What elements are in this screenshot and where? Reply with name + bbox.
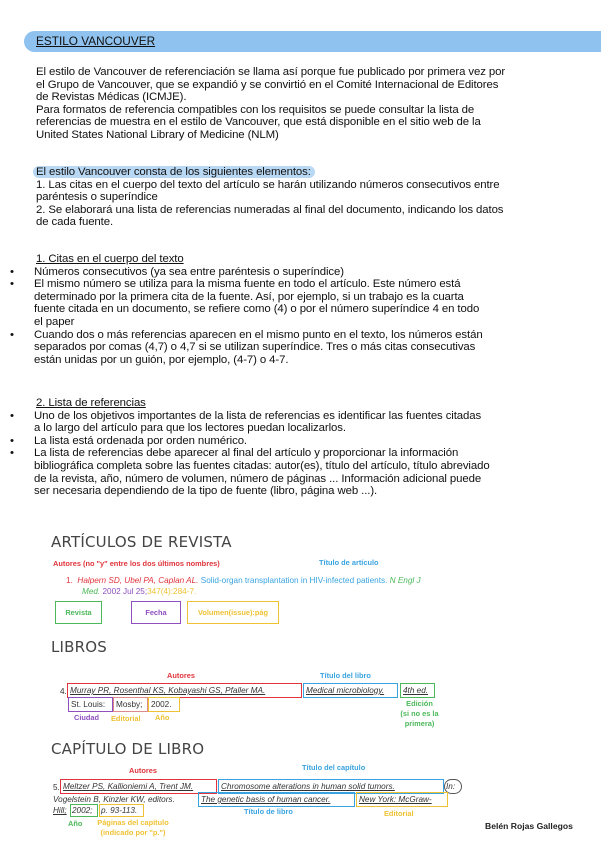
libros-label-titulo: Título del libro <box>320 671 371 680</box>
capitulo-year: 2002; <box>72 806 93 815</box>
capitulo-num: 5. <box>53 783 60 792</box>
capitulo-label-paginas <box>88 818 178 838</box>
list-item <box>0 410 581 435</box>
bullet-line: a lo largo del artículo para que los lectores puedan localizarlos. <box>34 422 346 435</box>
libros-label-autores: Autores <box>167 671 195 680</box>
list-item <box>0 266 581 279</box>
list-item <box>0 329 581 367</box>
list-item <box>0 278 581 328</box>
bullet-line: el paper <box>34 315 75 328</box>
bullet-line: separados por comas (4,7) o 4,7 si se utilizan superíndice. Tres o más citas consecutivas <box>34 341 476 354</box>
revista-box-label: Revista <box>65 608 92 617</box>
bullet-line: determinado por la primera cita de la fuente. Así, por ejemplo, si un trabajo es la cuarta <box>34 290 464 303</box>
citation-authors: Halpern SD, Ubel PA, Caplan AL. <box>77 576 199 585</box>
libros-city: St. Louis: <box>71 700 106 709</box>
libros-publisher: Mosby; <box>116 700 143 709</box>
revista-citation-line1 <box>66 576 421 585</box>
libros-edition: 4th ed. <box>403 686 429 695</box>
libros-num: 4. <box>60 687 67 696</box>
bullet-line: están unidas por un guión, por ejemplo, (4-7) o 4-7. <box>34 353 289 366</box>
capitulo-label-anio: Año <box>68 819 83 828</box>
citation-volume: 347(4):284-7. <box>147 587 197 596</box>
section-referencias <box>36 397 581 498</box>
elements-block <box>36 166 576 229</box>
elements-line: 1. Las citas en el cuerpo del texto del artículo se harán utilizando números consecutivos entre <box>36 178 500 191</box>
bullet-line: • Números consecutivos (ya sea entre paréntesis o superíndice) <box>34 265 344 278</box>
volumen-box-label: Volumen(issue):pág <box>197 608 269 617</box>
bullet-line: • Cuando dos o más referencias aparecen en el mismo punto en el texto, los números están <box>34 328 483 341</box>
bullet-line: de la revista, año, número de volumen, número de páginas ... Información adicional puede <box>34 472 482 485</box>
fecha-box-label: Fecha <box>145 608 167 617</box>
section-citas-title: 1. Citas en el cuerpo del texto <box>36 253 184 265</box>
intro-line: de Revistas Médicas (ICMJE). <box>36 91 187 104</box>
intro-paragraph <box>36 66 576 142</box>
intro-line: el Grupo de Vancouver, que se expandió y se convirtió en el Comité Internacional de Editores <box>36 78 499 91</box>
elements-heading: El estilo Vancouver consta de los siguientes elementos: <box>33 166 315 178</box>
citation-date: 2002 Jul 25; <box>102 587 148 596</box>
section-referencias-title: 2. Lista de referencias <box>36 397 146 409</box>
capitulo-chapter-title: Chromosome alterations in human solid tumors. <box>221 782 395 791</box>
libros-title: LIBROS <box>51 638 108 656</box>
intro-line: referencias de muestra en el estilo de Vancouver, que está disponible en el sitio web de la <box>36 116 481 129</box>
citation-journal: N Engl J <box>389 576 421 585</box>
capitulo-label-titulo: Título del capítulo <box>302 763 366 772</box>
bullet-line: • La lista está ordenada por orden numérico. <box>34 434 247 447</box>
paginas-line: Páginas del capítulo <box>97 818 169 827</box>
libros-authors: Murray PR, Rosenthal KS, Kobayashi GS, Pfaller MA. <box>70 686 266 695</box>
capitulo-pages: p. 93-113. <box>101 806 138 815</box>
elements-line: 2. Se elaborará una lista de referencias numeradas al final del documento, indicando los datos <box>36 203 504 216</box>
intro-line: United States National Library of Medicine (NLM) <box>36 128 279 141</box>
citation-article-title: Solid-organ transplantation in HIV-infected patients. <box>200 576 388 585</box>
revista-citation-line2 <box>82 587 196 596</box>
bullet-line: • Uno de los objetivos importantes de la lista de referencias es identificar las fuentes citadas <box>34 409 482 422</box>
libros-year: 2002. <box>151 700 172 709</box>
bullet-line: • La lista de referencias debe aparecer al final del artículo y proporcionar la información <box>34 447 459 460</box>
bullet-line: ser necesaria dependiendo de la tipo de fuente (libro, página web ...). <box>34 485 378 498</box>
capitulo-label-autores: Autores <box>129 766 157 775</box>
libros-label-edicion <box>392 699 447 729</box>
edicion-line: primera) <box>404 719 435 728</box>
bullet-line: fuente citada en un documento, se refiere como (4) o por el número superíndice 4 en todo <box>34 303 480 316</box>
revista-label-autores: Autores (no "y" entre los dos últimos nombres) <box>53 559 220 568</box>
capitulo-label-titulo-libro: Título de libro <box>244 807 293 816</box>
citation-number: 1. <box>66 576 73 585</box>
citation-journal-cont: Med. <box>82 587 101 596</box>
libros-booktitle: Medical microbiology. <box>306 686 385 695</box>
intro-line: El estilo de Vancouver de referenciación se llama así porque fue publicado por primera vez por <box>36 66 506 78</box>
capitulo-label-editorial: Editorial <box>384 809 414 818</box>
capitulo-title: CAPÍTULO DE LIBRO <box>51 740 205 758</box>
author-signature: Belén Rojas Gallegos <box>485 821 573 831</box>
list-item <box>0 435 581 448</box>
edicion-line: Edición <box>406 699 433 708</box>
edicion-line: (si no es la <box>400 709 439 718</box>
elements-line: de cada fuente. <box>36 216 114 229</box>
revista-title: ARTÍCULOS DE REVISTA <box>51 533 232 551</box>
capitulo-editors: Vogelstein B, Kinzler KW, editors. <box>53 795 175 804</box>
intro-line: Para formatos de referencia compatibles con los requisitos se puede consultar la lista de <box>36 103 475 116</box>
libros-label-editorial: Editorial <box>111 714 141 723</box>
elements-line: paréntesis o superíndice <box>36 191 158 204</box>
capitulo-publisher-b: Hill; <box>53 806 67 815</box>
capitulo-in: In: <box>446 782 456 791</box>
capitulo-publisher-a: New York: McGraw- <box>359 795 432 804</box>
capitulo-book-title: The genetic basis of human cancer. <box>201 795 331 804</box>
libros-label-anio: Año <box>155 713 170 722</box>
capitulo-authors: Meltzer PS, Kallioniemi A, Trent JM. <box>63 782 194 791</box>
libros-label-ciudad: Ciudad <box>74 713 100 722</box>
bullet-line: • El mismo número se utiliza para la misma fuente en todo el artículo. Este número está <box>34 278 461 291</box>
paginas-line: (indicado por "p.") <box>100 828 166 837</box>
section-citas <box>36 253 581 366</box>
page-title: ESTILO VANCOUVER <box>36 34 156 48</box>
revista-label-titulo: Título de artículo <box>319 558 379 567</box>
bullet-line: bibliográfica completa sobre las fuentes citadas: autor(es), título del artículo, título abreviado <box>34 459 490 472</box>
list-item <box>0 447 581 497</box>
